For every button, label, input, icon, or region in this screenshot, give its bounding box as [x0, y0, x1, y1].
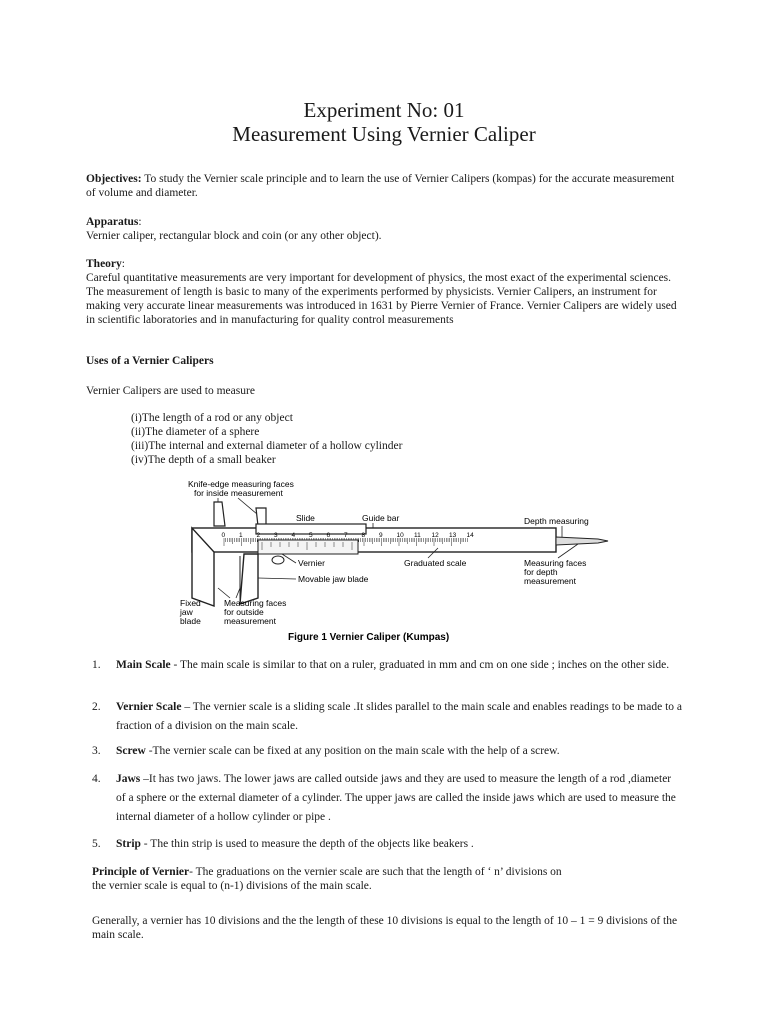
scale-number: 8	[361, 532, 366, 539]
label-knife-edge: Knife-edge measuring faces	[188, 479, 294, 489]
scale-number: 0	[221, 532, 226, 539]
theory-colon: :	[121, 258, 125, 270]
uses-intro: Vernier Calipers are used to measure	[86, 385, 255, 397]
scale-number: 1	[239, 532, 243, 539]
objectives-label: Objectives:	[86, 173, 142, 185]
page-subtitle: Measurement Using Vernier Caliper	[232, 122, 536, 146]
principle-text: - The graduations on the vernier scale are such that the length of ‘ n’ divisions on the vernier scale is equal to (n-1) divisions of the main scale.	[92, 866, 562, 892]
item-text: The thin strip is used to measure the depth of the objects like beakers .	[150, 838, 474, 850]
label-depth-faces-3: measurement	[524, 576, 576, 586]
label-fixed: Fixed	[180, 598, 201, 608]
label-outside-2: for outside	[224, 607, 264, 617]
list-item: (iv)The depth of a small beaker	[131, 454, 276, 466]
item-label: Main Scale	[116, 659, 171, 671]
label-outside-1: Measuring faces	[224, 598, 287, 608]
item-label: Jaws	[116, 773, 141, 785]
theory-text: Careful quantitative measurements are very important for development of physics, the most exact of the experimental sciences. The measurement of length is basic to many of the experiments performed by physicists. Vernier Calipers, an instrument for making very accurate linear measurements was introduced in 1631 by Pierre Vernier of France. Vernier Calipers are widely used in scientific laboratories and in manufacturing for quality control measurements	[86, 272, 677, 326]
item-number: 1.	[92, 659, 101, 671]
objectives-section	[86, 172, 686, 200]
item-label: Strip	[116, 838, 141, 850]
label-depth-measuring: Depth measuring	[524, 516, 589, 526]
list-item: 3. Screw -The vernier scale can be fixed at any position on the main scale with the help of a screw.	[92, 742, 682, 761]
scale-number: 2	[256, 532, 261, 539]
label-depth-faces-2: for depth	[524, 567, 558, 577]
page-title: Experiment No: 01	[303, 98, 465, 122]
label-graduated-scale: Graduated scale	[404, 558, 467, 568]
scale-number: 5	[309, 532, 313, 539]
list-item: (i)The length of a rod or any object	[131, 412, 293, 424]
scale-number: 10	[396, 532, 404, 539]
scale-number: 6	[326, 532, 331, 539]
scale-number: 7	[344, 532, 348, 539]
apparatus-colon: :	[138, 216, 142, 228]
label-guide-bar: Guide bar	[362, 513, 400, 523]
label-jaw: jaw	[180, 607, 193, 617]
label-outside-3: measurement	[224, 616, 276, 626]
item-number: 2.	[92, 701, 101, 713]
scale-number: 11	[414, 532, 421, 539]
item-label: Vernier Scale	[116, 701, 182, 713]
principle-label: Principle of Vernier	[92, 866, 190, 878]
item-text: The vernier scale is a sliding scale .It slides parallel to the main scale and enables readings to be made to a fraction of a division on the main scale.	[116, 701, 682, 732]
scale-number: 9	[379, 532, 383, 539]
uses-heading: Uses of a Vernier Calipers	[86, 355, 214, 367]
list-item: 5. Strip - The thin strip is used to measure the depth of the objects like beakers .	[92, 835, 682, 854]
apparatus-text: Vernier caliper, rectangular block and coin (or any other object).	[86, 230, 382, 242]
list-item: 4. Jaws –It has two jaws. The lower jaws are called outside jaws and they are used to measure the length of a rod ,diameter of a sphere or the external diameter of a cylinder. The upper jaws are called the inside jaws which are used to measure the internal diameter of a hollow cylinder or pipe .	[92, 770, 682, 827]
objectives-text: To study the Vernier scale principle and to learn the use of Vernier Calipers (kompas) for the accurate measurement of volume and diameter.	[86, 173, 675, 199]
list-item: 1. Main Scale - The main scale is similar to that on a ruler, graduated in mm and cm on one side ; inches on the other side.	[92, 656, 682, 675]
scale-number: 14	[466, 532, 474, 539]
generally-section: Generally, a vernier has 10 divisions and the the length of these 10 divisions is equal to the length of 10 – 1 = 9 divisions of the main scale.	[92, 915, 678, 941]
figure-caption: Figure 1 Vernier Caliper (Kumpas)	[288, 632, 450, 643]
item-number: 4.	[92, 773, 101, 785]
item-text: The main scale is similar to that on a ruler, graduated in mm and cm on one side ; inches on the other side.	[180, 659, 670, 671]
item-text: The vernier scale can be fixed at any position on the main scale with the help of a screw.	[152, 745, 560, 757]
scale-number: 4	[291, 532, 296, 539]
apparatus-section	[86, 215, 686, 243]
list-item: 2. Vernier Scale – The vernier scale is a sliding scale .It slides parallel to the main scale and enables readings to be made to a fraction of a division on the main scale.	[92, 698, 682, 736]
list-item: (iii)The internal and external diameter of a hollow cylinder	[131, 440, 403, 452]
label-slide: Slide	[296, 513, 315, 523]
uses-list	[131, 411, 402, 467]
item-number: 5.	[92, 838, 101, 850]
item-text: It has two jaws. The lower jaws are called outside jaws and they are used to measure the length of a rod ,diameter of a sphere or the external diameter of a cylinder. The upper jaws are called the inside jaws which are used to measure the internal diameter of a hollow cylinder or pipe .	[116, 773, 676, 823]
list-item: (ii)The diameter of a sphere	[131, 426, 260, 438]
label-movable-jaw: Movable jaw blade	[298, 574, 369, 584]
scale-number: 12	[431, 532, 439, 539]
item-number: 3.	[92, 745, 101, 757]
principle-section	[92, 865, 562, 893]
vernier-caliper-figure	[178, 478, 618, 646]
scale-number: 13	[449, 532, 457, 539]
label-vernier: Vernier	[298, 558, 325, 568]
label-knife-edge-2: for inside measurement	[194, 488, 283, 498]
theory-label: Theory	[86, 258, 122, 270]
scale-number: 3	[274, 532, 278, 539]
theory-section	[86, 257, 686, 327]
apparatus-label: Apparatus	[86, 216, 139, 228]
label-depth-faces-1: Measuring faces	[524, 558, 587, 568]
item-label: Screw	[116, 745, 146, 757]
label-blade: blade	[180, 616, 201, 626]
